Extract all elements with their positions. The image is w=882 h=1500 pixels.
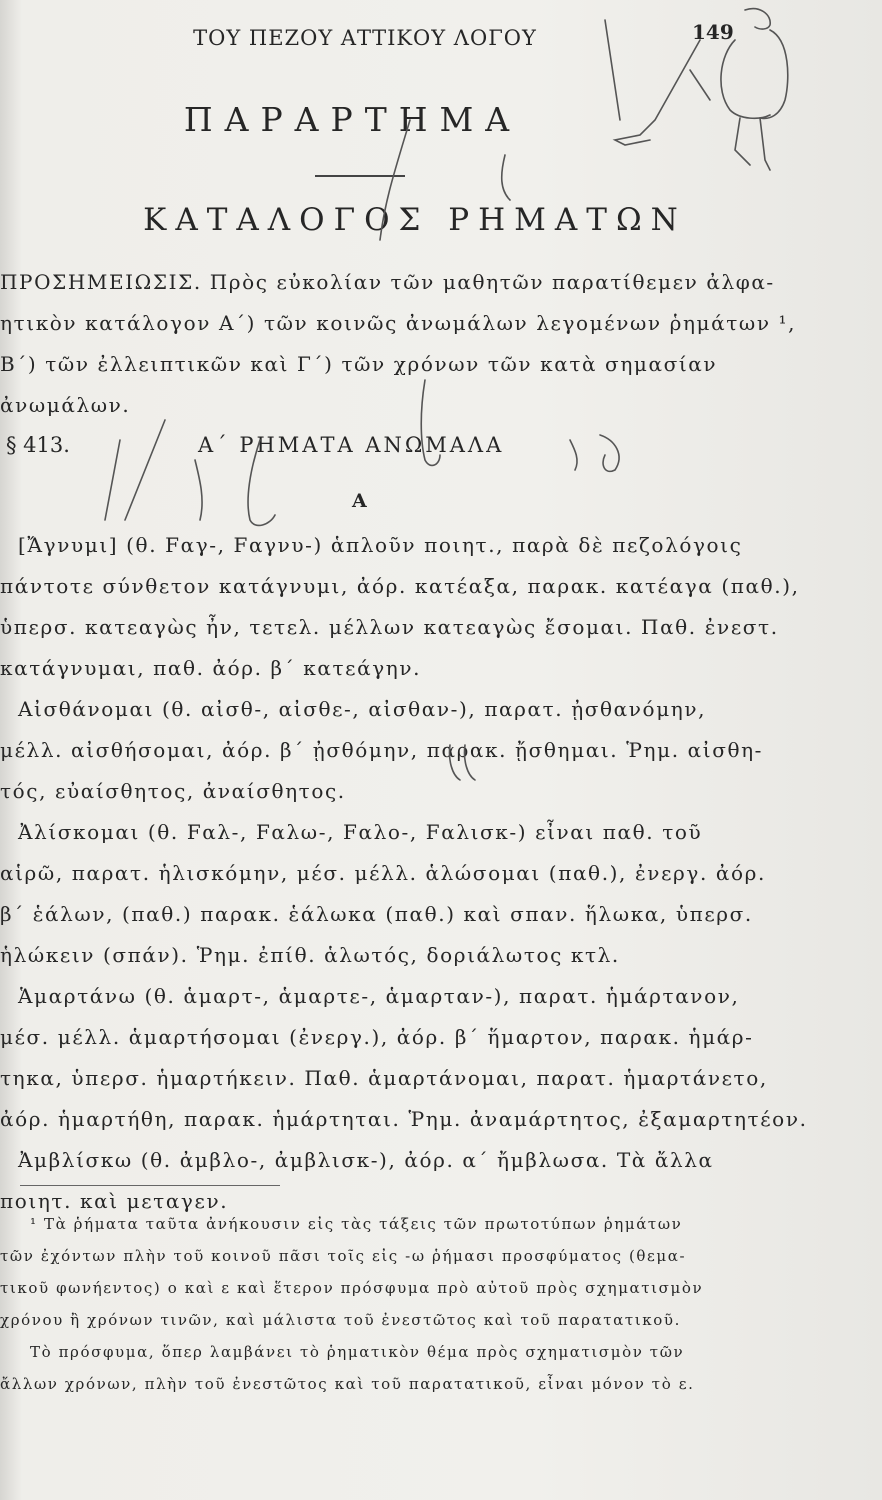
entry-line: Ἁμαρτάνω (θ. ἁμαρτ-, ἁμαρτε-, ἁμαρταν-), παρατ. ἡμάρτανον, [18,984,740,1008]
footnotes [0,1208,870,1400]
entry-line: Ἀλίσκομαι (θ. Fαλ-, Fαλω-, Fαλο-, Fαλισκ-) εἶναι παθ. τοῦ [18,820,703,844]
footnote-line: τῶν ἐχόντων πλὴν τοῦ κοινοῦ πᾶσι τοῖς εἰς -ω ῥήμασι προσφύματος (θεμα- [0,1247,687,1265]
footnote-line: τικοῦ φωνήεντος) ο καὶ ε καὶ ἕτερον πρόσφυμα πρὸ αὐτοῦ πρὸς σχηματισμὸν [0,1279,704,1297]
section-number: § 413. [6,433,70,457]
entry-line: β΄ ἑάλων, (παθ.) παρακ. ἑάλωκα (παθ.) καὶ σπαν. ἥλωκα, ὑπερσ. [0,902,753,926]
entry-line: κατάγνυμαι, παθ. ἀόρ. β΄ κατεάγην. [0,656,422,680]
entry-line: μέλλ. αἰσθήσομαι, ἀόρ. β΄ ᾐσθόμην, παρακ. ᾔσθημαι. Ῥημ. αἰσθη- [0,738,764,762]
entry-line: ὑπερσ. κατεαγὼς ἦν, τετελ. μέλλων κατεαγὼς ἔσομαι. Παθ. ἐνεστ. [0,615,779,639]
intro-line: ἀνωμάλων. [0,393,131,417]
footnote-line: Τὸ πρόσφυμα, ὅπερ λαμβάνει τὸ ῥηματικὸν θέμα πρὸς σχηματισμὸν τῶν [30,1343,685,1361]
entry-line: τός, εὐαίσθητος, ἀναίσθητος. [0,779,346,803]
footnote-line: ἄλλων χρόνων, πλὴν τοῦ ἐνεστῶτος καὶ τοῦ παρατατικοῦ, εἶναι μόνον τὸ ε. [0,1375,695,1393]
entry-line: Αἰσθάνομαι (θ. αἰσθ-, αἰσθε-, αἰσθαν-), παρατ. ᾐσθανόμην, [18,697,707,721]
title-divider [315,175,405,177]
entry-line: τηκα, ὑπερσ. ἡμαρτήκειν. Παθ. ἁμαρτάνομαι, παρατ. ἡμαρτάνετο, [0,1066,768,1090]
entry-line: πάντοτε σύνθετον κατάγνυμι, ἀόρ. κατέαξα, παρακ. κατέαγα (παθ.), [0,574,800,598]
entry-line: αἱρῶ, παρατ. ἡλισκόμην, μέσ. μέλλ. ἁλώσομαι (παθ.), ἐνεργ. ἀόρ. [0,861,766,885]
intro-paragraph [0,262,870,426]
footnote-line: ¹ Τὰ ῥήματα ταῦτα ἀνήκουσιν εἰς τὰς τάξεις τῶν πρωτοτύπων ῥημάτων [30,1215,683,1233]
catalog-title: ΚΑΤΑΛΟΓΟΣ ΡΗΜΑΤΩΝ [143,202,687,238]
entry-line: ἀόρ. ἡμαρτήθη, παρακ. ἡμάρτηται. Ῥημ. ἀναμάρτητος, ἐξαμαρτητέον. [0,1107,808,1131]
verb-entries [0,525,870,1222]
running-head: ΤΟΥ ΠΕΖΟΥ ΑΤΤΙΚΟΥ ΛΟΓΟΥ [193,26,537,50]
section-title: Α΄ ΡΗΜΑΤΑ ΑΝΩΜΑΛΑ [198,433,505,457]
footnote-divider [20,1185,280,1186]
letter-heading: Α [352,490,367,512]
intro-line: ητικὸν κατάλογον Α΄) τῶν κοινῶς ἀνωμάλων λεγομένων ῥημάτων ¹, [0,311,797,335]
entry-line: μέσ. μέλλ. ἁμαρτήσομαι (ἐνεργ.), ἀόρ. β΄ ἥμαρτον, παρακ. ἡμάρ- [0,1025,754,1049]
footnote-line: χρόνου ἢ χρόνων τινῶν, καὶ μάλιστα τοῦ ἐνεστῶτος καὶ τοῦ παρατατικοῦ. [0,1311,681,1329]
entry-line: ποιητ. καὶ μεταγεν. [0,1189,229,1213]
appendix-title: ΠΑΡΑΡΤΗΜΑ [183,100,522,139]
entry-line: ἡλώκειν (σπάν). Ῥημ. ἐπίθ. ἁλωτός, δοριάλωτος κτλ. [0,943,620,967]
page-number: 149 [692,20,734,44]
intro-line: Β΄) τῶν ἐλλειπτικῶν καὶ Γ΄) τῶν χρόνων τῶν κατὰ σημασίαν [0,352,718,376]
entry-line: Ἀμβλίσκω (θ. ἀμβλο-, ἀμβλισκ-), ἀόρ. α΄ ἤμβλωσα. Τὰ ἄλλα [18,1148,714,1172]
entry-line: [Ἄγνυμι] (θ. Fαγ-, Fαγνυ-) ἁπλοῦν ποιητ., παρὰ δὲ πεζολόγοις [18,533,743,557]
intro-line: ΠΡΟΣΗΜΕΙΩΣΙΣ. Πρὸς εὐκολίαν τῶν μαθητῶν παρατίθεμεν ἀλφα- [0,270,775,294]
